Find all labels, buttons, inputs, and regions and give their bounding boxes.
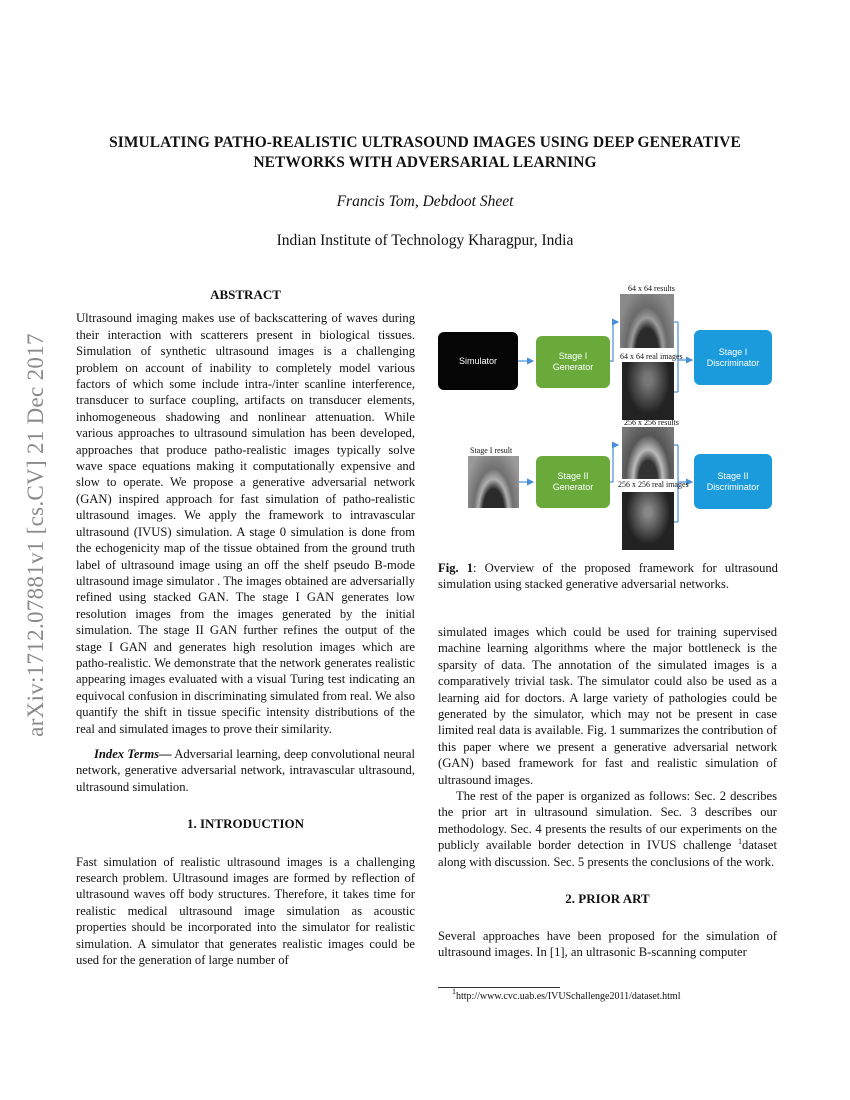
label-256-real: 256 x 256 real images — [618, 480, 689, 489]
image-stage1-result — [468, 456, 519, 508]
index-terms — [76, 746, 415, 795]
caption-text: : Overview of the proposed framework for ultrasound simulation using stacked generative adversarial networks. — [438, 561, 778, 592]
prior-art-text: Several approaches have been proposed for the simulation of ultrasound images. In [1], an ultrasonic B-scanning computer — [438, 928, 777, 959]
simulator-box — [438, 332, 518, 390]
stage1-discriminator-box — [694, 330, 772, 385]
footnote-ref: 1 — [738, 837, 743, 847]
label-stage1-result: Stage I result — [470, 446, 513, 455]
footnote — [452, 987, 681, 1002]
figure-arrows — [438, 282, 778, 552]
authors: Francis Tom, Debdoot Sheet — [336, 193, 514, 210]
label-64-results: 64 x 64 results — [628, 284, 675, 293]
footnote-mark: 1 — [452, 987, 456, 996]
image-256-result — [622, 427, 674, 479]
index-terms-text: Adversarial learning, deep convolutional neural network, generative adversarial network, intravascular ultrasound, ultrasound simulation. — [76, 746, 415, 794]
label-256-results: 256 x 256 results — [624, 418, 679, 427]
affiliation: Indian Institute of Technology Kharagpur, India — [276, 232, 574, 249]
arrow-gen2-branch — [610, 445, 618, 482]
index-terms-label: Index Terms— — [94, 746, 172, 761]
stage1-generator-label: Stage I Generator — [552, 351, 594, 372]
stage2-discriminator-label: Stage II Discriminator — [706, 470, 760, 492]
simulator-label: Simulator — [458, 355, 497, 366]
right-para-2-b: dataset along with discussion. Sec. 5 presents the conclusions of the work. — [438, 838, 777, 869]
arxiv-stamp — [16, 290, 56, 780]
right-para-2-a: The rest of the paper is organized as follows: Sec. 2 describes the prior art in ultrasound simulation. Sec. 3 describes our methodology. Sec. 4 presents the results of our experiments on the publicly available border detection in IVUS challenge — [438, 789, 777, 853]
image-64-result — [620, 294, 674, 348]
intro-text: Fast simulation of realistic ultrasound images is a challenging research problem. Ultrasound images are formed by reflection of ultrasound waves off body structures. Therefore, it takes time for realistic medical ultrasound image simulation as acoustic properties should be incorporated into the simulator for realistic simulation. A simulator that generates realistic images could be used for the generation of large number of — [76, 854, 415, 968]
arxiv-stamp-text: arXiv:1712.07881v1 [cs.CV] 21 Dec 2017 — [23, 333, 48, 737]
intro-heading: 1. INTRODUCTION — [186, 816, 304, 832]
figure-caption — [438, 560, 778, 593]
stage2-generator-box — [536, 456, 610, 508]
right-para-2 — [438, 788, 777, 870]
caption-label: Fig. 1 — [438, 561, 474, 575]
arrow-to-disc2 — [678, 445, 692, 482]
abstract-text: Ultrasound imaging makes use of backscattering of waves during their interaction with scatterers present in biological tissues. Simulation of synthetic ultrasound images is a challenging problem on account of inability to completely model various factors of which some include intra-/inter scanline interference, transducer to surface coupling, artifacts on transducer elements, inhomogeneous shadowing and nonlinear attenuation. While various approaches to ultrasound simulation has been developed, approaches that produce patho-realistic images typically solve wave space equations making it computationally expensive and slow to operate. We propose a generative adversarial network (GAN) inspired approach for fast simulation of patho-realistic ultrasound images. We apply the framework to intravascular ultrasound (IVUS) simulation. A stage 0 simulation is done from the echogenicity map of the tissue obtained from the ground truth label of ultrasound image using an off the shelf pseudo B-mode ultrasound image simulator . The images obtained are adversarially refined using stacked GAN. The stage I GAN generates low resolution images from the images generated by the initial simulation. The stage II GAN further refines the output of the stage I GAN and generates high resolution images which are patho-realistic. We demonstrate that the network generates realistic appearing images evaluated with a visual Turing test indicating an equivocal confusion in discriminating simulated from real. We also quantify the shift in tissue specific intensity distributions of the real and simulated images to prove their similarity. — [76, 311, 415, 736]
stage1-discriminator-label: Stage I Discriminator — [706, 346, 760, 368]
footnote-url: http://www.cvc.uab.es/IVUSchallenge2011/dataset.html — [456, 991, 681, 1002]
paper-title — [70, 133, 780, 173]
abstract-heading: ABSTRACT — [210, 287, 281, 302]
stage2-discriminator-box — [694, 454, 772, 509]
prior-art-heading: 2. PRIOR ART — [565, 891, 650, 907]
title-line-2: NETWORKS WITH ADVERSARIAL LEARNING — [253, 154, 597, 171]
right-column — [438, 624, 777, 960]
arrow-gen1-branch — [610, 322, 618, 361]
image-64-real — [622, 362, 674, 420]
footnote-rule — [438, 987, 560, 988]
stage2-generator-label: Stage II Generator — [552, 471, 594, 492]
image-256-real — [622, 492, 674, 550]
figure-1 — [438, 282, 778, 552]
title-line-1: SIMULATING PATHO-REALISTIC ULTRASOUND IMAGES USING DEEP GENERATIVE — [109, 134, 741, 151]
right-para-1: simulated images which could be used for training supervised machine learning algorithms where the major bottleneck is the sparsity of data. The annotation of the simulated images is a comparatively trivial task. The simulator could also be used as a learning aid for doctors. A large variety of pathologies could be generated by the simulator, which may not be present in case limited real data is available. Fig. 1 summarizes the contribution of this paper where we present a generative adversarial network (GAN) based framework for fast and realistic simulation of ultrasound images. — [438, 625, 777, 787]
stage1-generator-box — [536, 336, 610, 388]
label-64-real: 64 x 64 real images — [620, 352, 683, 361]
left-column — [76, 287, 415, 968]
